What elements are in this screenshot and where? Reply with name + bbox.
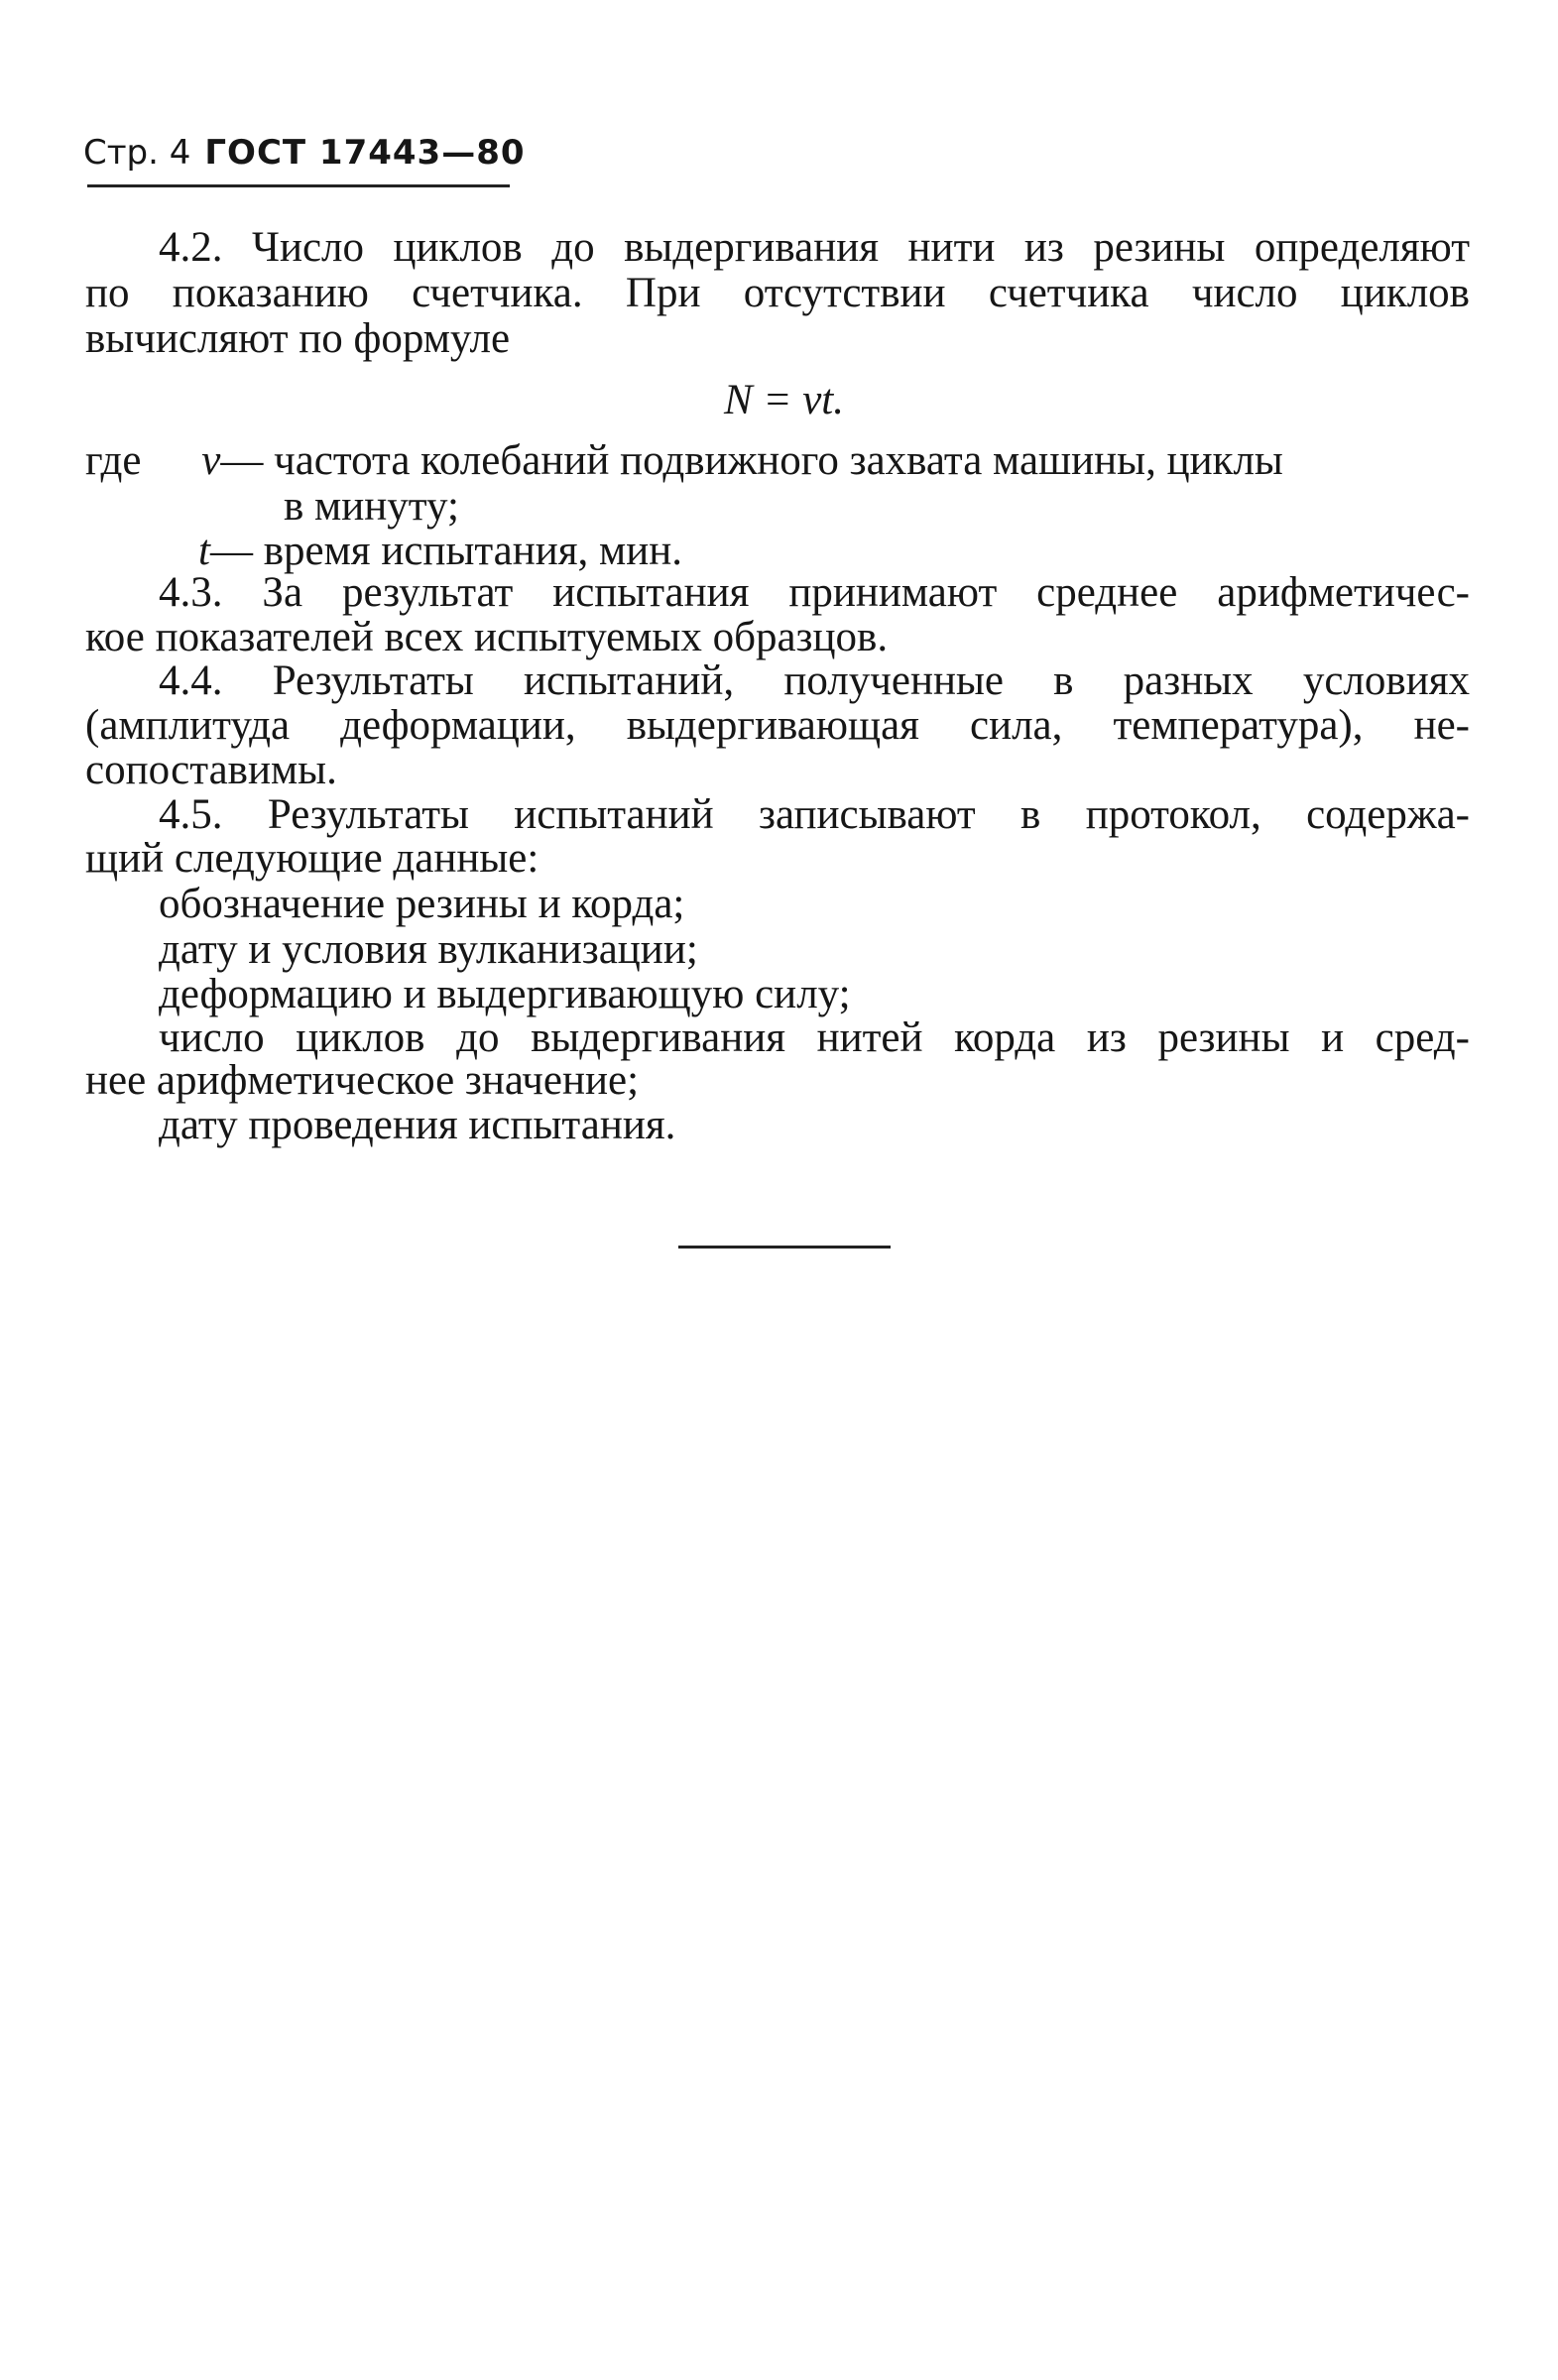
where-word: где xyxy=(85,437,142,484)
page-header xyxy=(83,131,526,175)
page-number: Стр. 4 xyxy=(83,133,191,173)
legend-t xyxy=(198,528,1558,575)
protocol-item-4-line-1: число циклов до выдергивания нитей корда из резины и сред- xyxy=(159,1014,1470,1061)
paragraph-4-4-line-3: сопоставимы. xyxy=(85,747,337,793)
paragraph-4-3-line-1: 4.3. За результат испытания принимают среднее арифметичес- xyxy=(159,569,1470,616)
paragraph-4-4-line-2: (амплитуда деформации, выдергивающая сила, температура), не- xyxy=(85,702,1470,749)
paragraph-4-4-line-1: 4.4. Результаты испытаний, полученные в разных условиях xyxy=(159,657,1470,704)
legend-t-text: — время испытания, мин. xyxy=(209,528,683,574)
paragraph-4-2-line-1: 4.2. Число циклов до выдергивания нити из резины определяют xyxy=(159,224,1470,271)
paragraph-4-2-line-3: вычисляют по формуле xyxy=(85,315,511,362)
symbol-t: t xyxy=(198,528,210,574)
formula: N = νt. xyxy=(724,377,844,423)
protocol-item-5: дату проведения испытания. xyxy=(159,1102,676,1148)
paragraph-4-5-line-2: щий следующие данные: xyxy=(85,835,539,882)
protocol-item-4-line-2: нее арифметическое значение; xyxy=(85,1057,640,1104)
paragraph-4-3-line-2: кое показателей всех испытуемых образцов. xyxy=(85,614,889,660)
protocol-item-3: деформацию и выдергивающую силу; xyxy=(159,971,851,1017)
paragraph-4-2-line-2: по показанию счетчика. При отсутствии счетчика число циклов xyxy=(85,270,1470,316)
symbol-nu: ν xyxy=(201,437,221,484)
legend-nu xyxy=(85,437,1470,485)
end-rule xyxy=(678,1246,891,1249)
paragraph-4-5-line-1: 4.5. Результаты испытаний записывают в протокол, содержа- xyxy=(159,791,1470,838)
standard-designation: ГОСТ 17443—80 xyxy=(204,133,526,173)
protocol-item-2: дату и условия вулканизации; xyxy=(159,926,698,973)
legend-nu-text: — частота колебаний подвижного захвата машины, циклы xyxy=(220,437,1283,484)
header-rule xyxy=(87,184,510,187)
legend-nu-cont: в минуту; xyxy=(284,483,459,530)
protocol-item-1: обозначение резины и корда; xyxy=(159,881,685,927)
